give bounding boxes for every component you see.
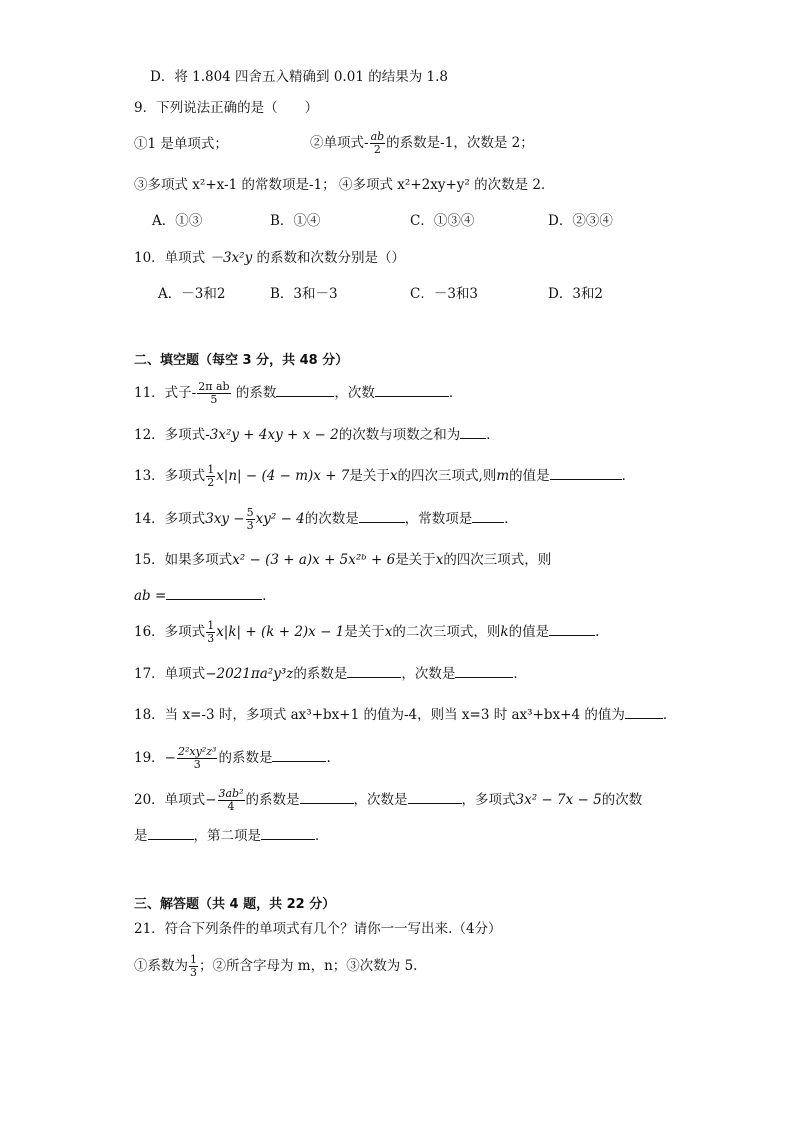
- q9-option-a[interactable]: A．①③: [152, 213, 203, 229]
- answer-blank[interactable]: [148, 826, 194, 840]
- answer-blank[interactable]: [408, 790, 462, 804]
- fraction: $\frac{ab}{2}$: [370, 130, 385, 156]
- q9-option-b[interactable]: B．①④: [270, 213, 321, 229]
- q9-stem: 9．下列说法正确的是（ ）: [134, 100, 319, 116]
- answer-blank[interactable]: [261, 826, 315, 840]
- answer-blank[interactable]: [375, 383, 449, 397]
- q11: 11．式子- $\frac{\text{2π ab}}{5}$ 的系数 ，次数 ．: [134, 380, 463, 406]
- answer-blank[interactable]: [472, 509, 504, 523]
- q19: 19．− $\frac{\text{2²xy²z³}}{3}$ 的系数是 .: [134, 745, 331, 771]
- q10-option-c[interactable]: C．－3和3: [410, 286, 479, 302]
- answer-blank[interactable]: [272, 748, 326, 762]
- section-3-heading: 三、解答题（共 4 题，共 22 分）: [134, 897, 336, 912]
- q8-option-d: D．将 1.804 四舍五入精确到 0.01 的结果为 1.8: [150, 69, 448, 85]
- q21-stem: 21．符合下列条件的单项式有几个？请你一一写出来.（4分）: [134, 921, 502, 937]
- answer-blank[interactable]: [300, 790, 354, 804]
- answer-blank[interactable]: [359, 509, 405, 523]
- answer-blank[interactable]: [347, 664, 401, 678]
- answer-blank[interactable]: [460, 425, 486, 439]
- q9-statement-4: ④多项式 x²+2xy+y² 的次数是 2．: [339, 177, 555, 193]
- q9-option-d[interactable]: D．②③④: [548, 213, 613, 229]
- q15-line-2: ab = ．: [134, 588, 276, 604]
- answer-blank[interactable]: [276, 383, 334, 397]
- q14: 14．多项式3xy − $\frac{5}{3}$ xy² − 4的次数是 ，常数项是 ．: [134, 506, 518, 532]
- q9-statement-2: ②单项式- $\frac{ab}{2}$ 的系数是-1，次数是 2；: [310, 130, 534, 156]
- q9-statement-1: ①1 是单项式；: [134, 136, 228, 152]
- q13: 13．多项式 $\frac{1}{2}$ x|n| − (4 − m)x + 7是关于x的四次三项式,则m的值是 ．: [134, 463, 636, 489]
- q10-option-b[interactable]: B．3和－3: [270, 286, 338, 302]
- q16: 16．多项式 $\frac{1}{3}$ x|k| + (k + 2)x − 1是关于x的二次三项式，则k的值是 .: [134, 619, 600, 645]
- q20-line-2: 是 ，第二项是 ．: [134, 828, 329, 844]
- answer-blank[interactable]: [455, 664, 513, 678]
- answer-blank[interactable]: [550, 466, 622, 480]
- q15: 15．如果多项式x² − (3 + a)x + 5x²ᵇ + 6是关于x的四次三项式，则: [134, 552, 552, 568]
- q12: 12．多项式-3x²y + 4xy + x − 2的次数与项数之和为 ．: [134, 427, 500, 443]
- answer-blank[interactable]: [625, 705, 663, 719]
- q10-option-d[interactable]: D．3和2: [548, 286, 604, 302]
- q9-statement-3: ③多项式 x²+x-1 的常数项是-1；: [134, 177, 336, 193]
- answer-blank[interactable]: [549, 622, 595, 636]
- q17: 17．单项式−2021πa²y³z的系数是 ，次数是 ．: [134, 666, 527, 682]
- answer-blank[interactable]: [166, 586, 262, 600]
- q10-option-a[interactable]: A．－3和2: [158, 286, 226, 302]
- q21-conditions: ①系数为 $\frac{1}{3}$ ；②所含字母为 m，n；③次数为 5.: [134, 953, 418, 979]
- q18: 18．当 x=-3 时，多项式 ax³+bx+1 的值为-4，则当 x=3 时 ax³+bx+4 的值为 ．: [134, 707, 677, 723]
- q20: 20．单项式− $\frac{\text{3ab²}}{4}$ 的系数是 ，次数是 ，多项式3x² − 7x − 5的次数: [134, 787, 643, 813]
- q10-stem: 10．单项式 －3x²y 的系数和次数分别是（）: [134, 250, 406, 266]
- q9-option-c[interactable]: C．①③④: [410, 213, 475, 229]
- section-2-heading: 二、填空题（每空 3 分，共 48 分）: [134, 353, 349, 368]
